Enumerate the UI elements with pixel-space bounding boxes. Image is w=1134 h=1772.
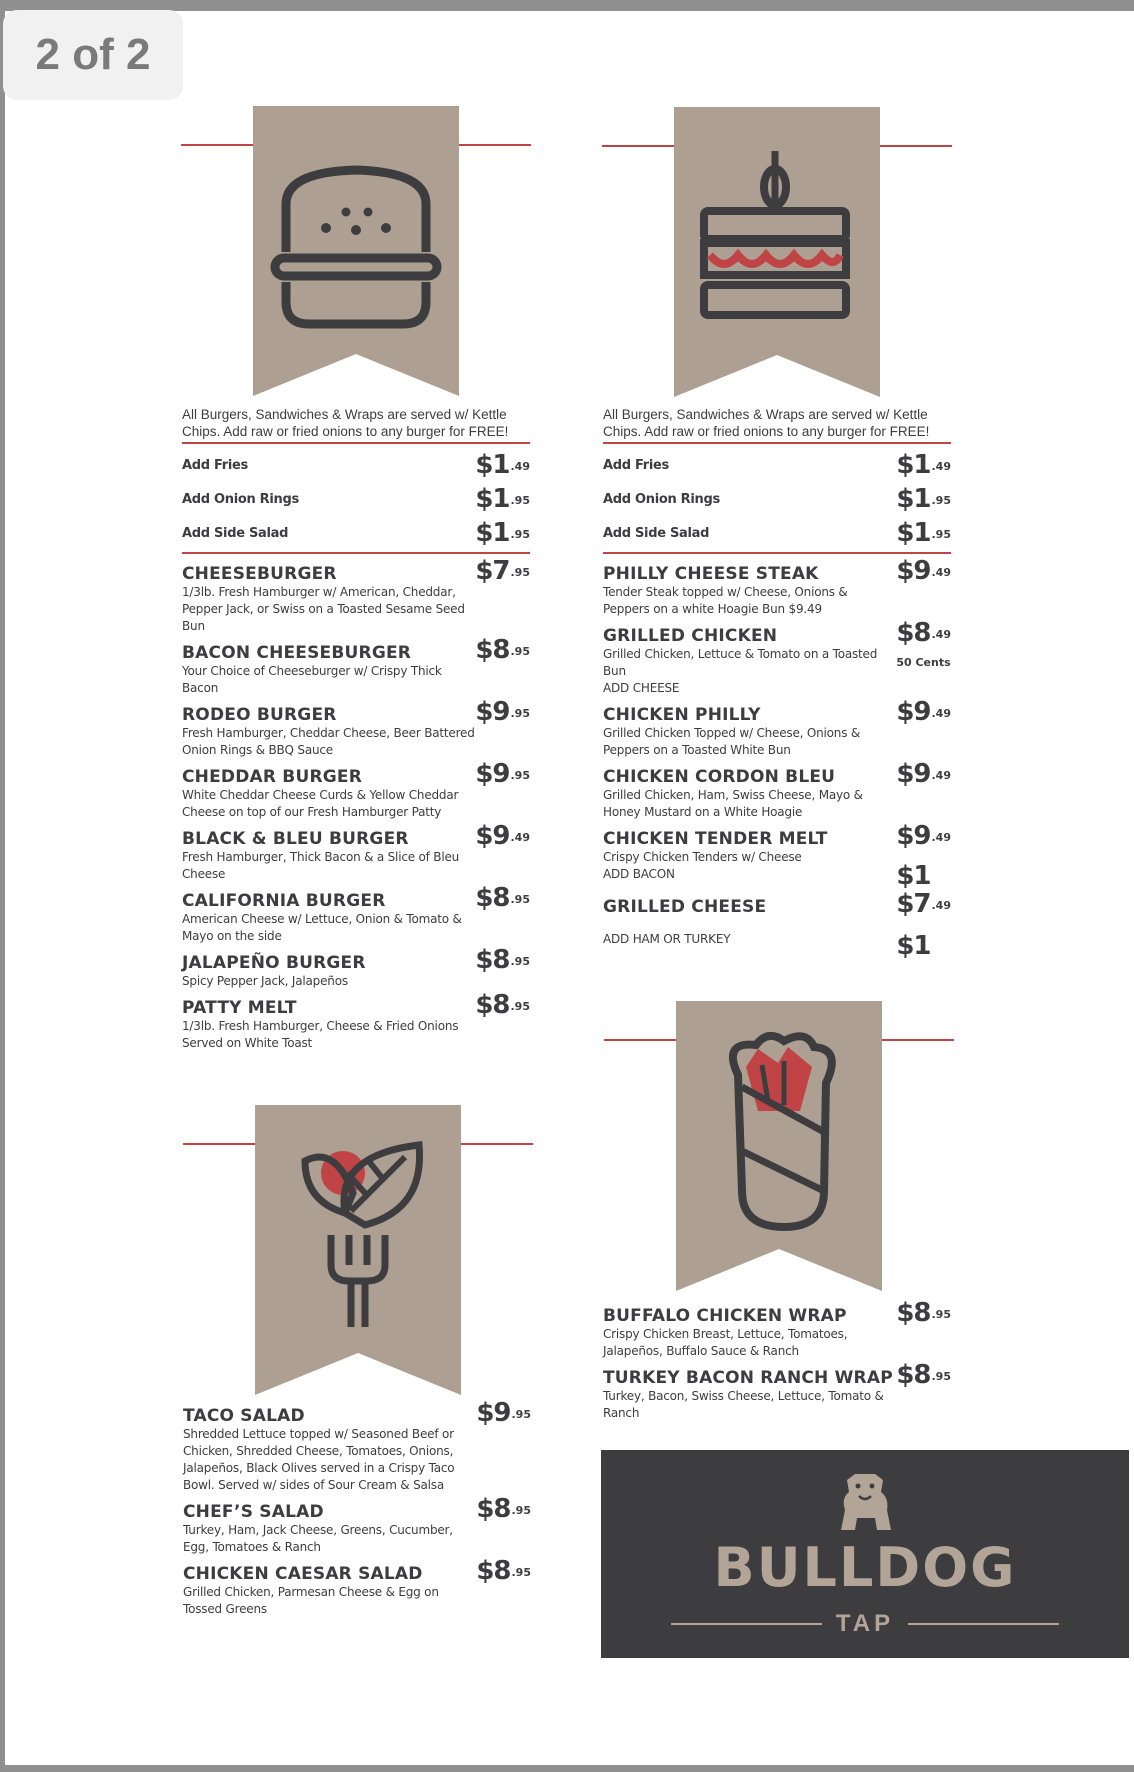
price <box>476 1496 531 1522</box>
item-description: Spicy Pepper Jack, Jalapeños <box>182 974 348 988</box>
price-dollars: $9 <box>475 759 510 789</box>
addons-list <box>603 448 951 550</box>
logo-tap: TAP <box>835 1610 895 1637</box>
item-text <box>183 1400 476 1494</box>
addon-row <box>182 448 530 482</box>
price <box>475 992 530 1018</box>
price-dollars: $8 <box>896 1298 931 1328</box>
price <box>475 885 530 911</box>
menu-item <box>603 1300 951 1360</box>
price-dollars: $7 <box>896 889 931 919</box>
divider <box>603 552 951 554</box>
salad-fork-icon <box>255 1105 461 1395</box>
burgers-banner <box>181 106 531 396</box>
price-dollars: $8 <box>896 1360 931 1390</box>
menu-item <box>603 620 951 697</box>
price-cents: .49 <box>931 769 951 782</box>
sandwiches-section <box>603 406 951 961</box>
menu-item <box>182 992 530 1052</box>
item-name: CHEDDAR BURGER <box>182 767 363 787</box>
item-name: RODEO BURGER <box>182 705 337 725</box>
item-description: Tender Steak topped w/ Cheese, Onions & Peppers on a white Hoagie Bun $9.49 <box>603 585 848 616</box>
item-text <box>603 699 896 759</box>
price-dollars: $9 <box>896 821 931 851</box>
bulldog-icon <box>833 1470 897 1534</box>
item-text <box>603 1362 896 1422</box>
extra-price: 50 Cents <box>896 656 951 669</box>
menu-item <box>603 1362 951 1422</box>
price-dollars: $1 <box>475 518 510 548</box>
item-name: TURKEY BACON RANCH WRAP <box>603 1368 893 1388</box>
price-dollars: $8 <box>896 618 931 648</box>
item-name: BUFFALO CHICKEN WRAP <box>603 1306 847 1326</box>
price-cents: .49 <box>931 899 951 912</box>
item-description: White Cheddar Cheese Curds & Yellow Cheddar Cheese on top of our Fresh Hamburger Patty <box>182 788 459 819</box>
item-text <box>182 637 475 697</box>
item-name: CHICKEN CAESAR SALAD <box>183 1564 423 1584</box>
item-text <box>182 823 475 883</box>
menu-item <box>603 823 951 889</box>
price-cents: .95 <box>510 893 530 906</box>
price-cents: .95 <box>510 769 530 782</box>
price-cents: .95 <box>510 707 530 720</box>
divider <box>182 552 530 554</box>
price-dollars: $1 <box>896 484 931 514</box>
item-prices <box>475 823 530 849</box>
menu-item <box>182 761 530 821</box>
price-dollars: $8 <box>475 945 510 975</box>
wrap-icon <box>676 1001 882 1291</box>
divider <box>603 442 951 444</box>
price <box>475 823 530 849</box>
price <box>896 620 951 646</box>
divider <box>908 1623 1059 1625</box>
item-text <box>182 947 475 990</box>
price-cents: .95 <box>511 1566 531 1579</box>
item-name: CHICKEN CORDON BLEU <box>603 767 836 787</box>
item-prices <box>475 761 530 787</box>
item-text <box>603 558 896 618</box>
price-cents: .95 <box>931 494 951 507</box>
price <box>475 486 530 512</box>
salads-banner <box>183 1105 533 1395</box>
item-prices <box>476 1400 531 1426</box>
divider <box>182 442 530 444</box>
price <box>475 558 530 584</box>
item-prices <box>475 637 530 663</box>
item-description: 1/3lb. Fresh Hamburger, Cheese & Fried Onions Served on White Toast <box>182 1019 459 1050</box>
price <box>475 520 530 546</box>
price <box>476 1400 531 1426</box>
item-text <box>183 1558 476 1618</box>
price <box>896 699 951 725</box>
divider <box>671 1623 822 1625</box>
addon-label: Add Side Salad <box>182 525 289 541</box>
price <box>896 486 951 512</box>
price <box>896 520 951 546</box>
item-name: GRILLED CHICKEN <box>603 626 778 646</box>
menu-item <box>603 891 951 959</box>
price-cents: .49 <box>931 566 951 579</box>
item-prices <box>896 761 951 787</box>
menu-item <box>182 558 530 635</box>
serving-note: All Burgers, Sandwiches & Wraps are served w/ Kettle Chips. Add raw or fried onions to any burger for FREE! <box>603 407 930 439</box>
item-prices <box>896 558 951 584</box>
price-dollars: $1 <box>475 484 510 514</box>
item-description: Shredded Lettuce topped w/ Seasoned Beef or Chicken, Shredded Cheese, Tomatoes, Onions, Jalapeños, Black Olives served in a Crispy Taco Bowl. Served w/ sides of Sour Cream & Salsa <box>183 1427 455 1492</box>
price <box>896 1362 951 1388</box>
item-description: Grilled Chicken, Lettuce & Tomato on a Toasted Bun <box>603 647 878 678</box>
price-cents: .49 <box>931 460 951 473</box>
item-text <box>603 620 896 697</box>
item-description: Grilled Chicken Topped w/ Cheese, Onions & Peppers on a Toasted White Bun <box>603 726 861 757</box>
item-description: Turkey, Bacon, Swiss Cheese, Lettuce, Tomato & Ranch <box>603 1389 884 1420</box>
addon-label: Add Onion Rings <box>603 491 720 507</box>
addon-label: Add Fries <box>182 457 248 473</box>
item-text <box>182 699 475 759</box>
price-cents: .49 <box>931 707 951 720</box>
item-name: CHICKEN TENDER MELT <box>603 829 828 849</box>
wraps-banner <box>604 1001 954 1291</box>
addon-row <box>182 482 530 516</box>
menu-item <box>603 558 951 618</box>
price-cents: .49 <box>931 628 951 641</box>
addon-row <box>603 448 951 482</box>
wraps-list <box>603 1300 951 1424</box>
item-name: CHICKEN PHILLY <box>603 705 761 725</box>
price-cents: .95 <box>510 1000 530 1013</box>
logo-subtitle <box>671 1610 1059 1638</box>
item-prices <box>475 885 530 911</box>
price-cents: .95 <box>931 1308 951 1321</box>
burgers-section <box>182 406 530 1054</box>
item-name: BLACK & BLEU BURGER <box>182 829 409 849</box>
item-description: Turkey, Ham, Jack Cheese, Greens, Cucumber, Egg, Tomatoes & Ranch <box>183 1523 453 1554</box>
menu-item <box>182 947 530 990</box>
price <box>896 891 951 917</box>
item-name: CHEESEBURGER <box>182 564 337 584</box>
price-dollars: $9 <box>475 821 510 851</box>
item-text <box>603 823 896 883</box>
price-dollars: $9 <box>476 1398 511 1428</box>
price-dollars: $8 <box>475 883 510 913</box>
price-dollars: $8 <box>475 635 510 665</box>
sandwiches-list <box>603 558 951 959</box>
item-description: Grilled Chicken, Parmesan Cheese & Egg on Tossed Greens <box>183 1585 439 1616</box>
item-text <box>182 885 475 945</box>
item-text <box>603 761 896 821</box>
item-description: Crispy Chicken Breast, Lettuce, Tomatoes, Jalapeños, Buffalo Sauce & Ranch <box>603 1327 848 1358</box>
extra-label: ADD CHEESE <box>603 681 680 695</box>
price <box>896 823 951 849</box>
item-text <box>182 558 475 635</box>
price-dollars: $1 <box>475 450 510 480</box>
price-dollars: $8 <box>476 1556 511 1586</box>
item-name: PATTY MELT <box>182 998 297 1018</box>
item-prices <box>475 947 530 973</box>
price-cents: .95 <box>510 494 530 507</box>
price-cents: .49 <box>510 831 530 844</box>
menu-item <box>182 699 530 759</box>
menu-item <box>183 1558 531 1618</box>
item-prices <box>896 823 951 889</box>
addon-label: Add Fries <box>603 457 669 473</box>
sandwich-icon <box>674 107 880 397</box>
price <box>896 558 951 584</box>
price-dollars: $8 <box>475 990 510 1020</box>
menu-item <box>183 1400 531 1494</box>
salads-list <box>183 1400 531 1620</box>
item-prices <box>475 558 530 584</box>
menu-item <box>182 885 530 945</box>
price-dollars: $8 <box>476 1494 511 1524</box>
menu-item <box>603 699 951 759</box>
item-description: Grilled Chicken, Ham, Swiss Cheese, Mayo & Honey Mustard on a White Hoagie <box>603 788 863 819</box>
price <box>475 452 530 478</box>
price-dollars: $1 <box>896 450 931 480</box>
price-cents: .95 <box>511 1408 531 1421</box>
item-name: TACO SALAD <box>183 1406 305 1426</box>
price <box>475 637 530 663</box>
price <box>475 947 530 973</box>
item-name: CHEF’S SALAD <box>183 1502 324 1522</box>
price-cents: .95 <box>931 1370 951 1383</box>
item-description: Fresh Hamburger, Thick Bacon & a Slice of Bleu Cheese <box>182 850 460 881</box>
price <box>475 699 530 725</box>
extra-label: ADD BACON <box>603 867 675 881</box>
price-dollars: $9 <box>475 697 510 727</box>
item-description: American Cheese w/ Lettuce, Onion & Tomato & Mayo on the side <box>182 912 462 943</box>
price-cents: .95 <box>510 645 530 658</box>
extra-price: $1 <box>896 861 931 891</box>
addon-row <box>182 516 530 550</box>
price-cents: .95 <box>510 955 530 968</box>
item-text <box>182 761 475 821</box>
extra-price: $1 <box>896 931 931 961</box>
item-name: CALIFORNIA BURGER <box>182 891 386 911</box>
page-indicator: 2 of 2 <box>3 10 183 100</box>
extra-label: ADD HAM OR TURKEY <box>603 932 731 946</box>
burger-icon <box>253 106 459 396</box>
price-dollars: $7 <box>475 556 510 586</box>
item-name: PHILLY CHEESE STEAK <box>603 564 819 584</box>
price-cents: .95 <box>510 566 530 579</box>
price-dollars: $9 <box>896 697 931 727</box>
menu-item <box>183 1496 531 1556</box>
price-dollars: $9 <box>896 759 931 789</box>
item-prices <box>896 891 951 959</box>
item-text <box>183 1496 476 1556</box>
item-prices <box>476 1558 531 1584</box>
price <box>476 1558 531 1584</box>
price-cents: .49 <box>510 460 530 473</box>
logo-wordmark: BULLDOG <box>713 1536 1017 1599</box>
serving-note: All Burgers, Sandwiches & Wraps are served w/ Kettle Chips. Add raw or fried onions to any burger for FREE! <box>182 407 509 439</box>
item-name: JALAPEÑO BURGER <box>182 953 366 973</box>
item-description: Your Choice of Cheeseburger w/ Crispy Thick Bacon <box>182 664 442 695</box>
sandwiches-banner <box>602 107 952 397</box>
item-text <box>603 1300 896 1360</box>
price-dollars: $9 <box>896 556 931 586</box>
addons-list <box>182 448 530 550</box>
price <box>896 761 951 787</box>
item-prices <box>896 1362 951 1388</box>
item-prices <box>896 620 951 669</box>
price-cents: .49 <box>931 831 951 844</box>
burgers-list <box>182 558 530 1052</box>
item-prices <box>896 699 951 725</box>
item-text <box>603 891 896 948</box>
item-prices <box>896 1300 951 1326</box>
logo-panel <box>601 1450 1129 1658</box>
item-prices <box>475 699 530 725</box>
price-dollars: $1 <box>896 518 931 548</box>
item-name: GRILLED CHEESE <box>603 897 767 917</box>
item-description: 1/3lb. Fresh Hamburger w/ American, Cheddar, Pepper Jack, or Swiss on a Toasted Sesame Seed Bun <box>182 585 465 633</box>
price <box>475 761 530 787</box>
item-description: Crispy Chicken Tenders w/ Cheese <box>603 850 802 864</box>
addon-row <box>603 516 951 550</box>
price-cents: .95 <box>511 1504 531 1517</box>
addon-label: Add Onion Rings <box>182 491 299 507</box>
price-cents: .95 <box>931 528 951 541</box>
item-description: Fresh Hamburger, Cheddar Cheese, Beer Battered Onion Rings & BBQ Sauce <box>182 726 475 757</box>
price <box>896 1300 951 1326</box>
price-cents: .95 <box>510 528 530 541</box>
addon-label: Add Side Salad <box>603 525 710 541</box>
menu-item <box>182 823 530 883</box>
item-name: BACON CHEESEBURGER <box>182 643 412 663</box>
item-text <box>182 992 475 1052</box>
menu-item <box>182 637 530 697</box>
item-prices <box>475 992 530 1018</box>
menu-item <box>603 761 951 821</box>
addon-row <box>603 482 951 516</box>
item-prices <box>476 1496 531 1522</box>
price <box>896 452 951 478</box>
